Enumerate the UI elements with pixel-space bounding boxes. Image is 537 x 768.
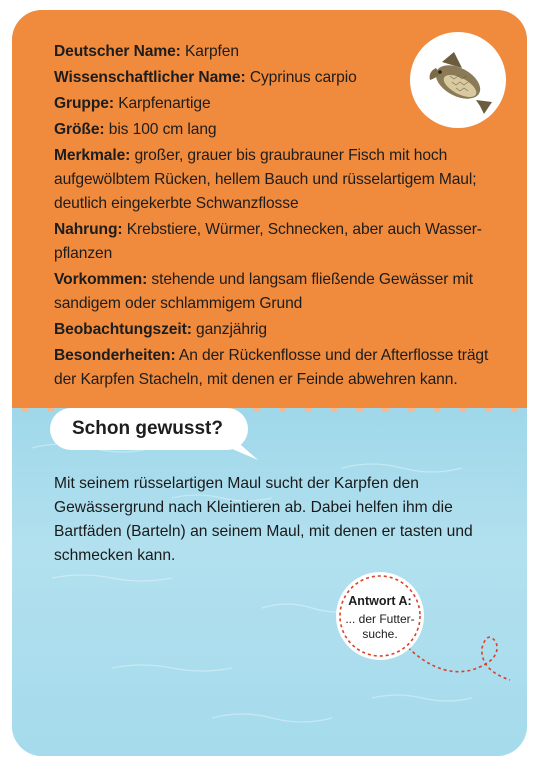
fact-scientific-name: Wissenschaftlicher Name: Cyprinus carpio — [54, 69, 357, 86]
speech-bubble-tail — [224, 430, 264, 464]
facts-list — [54, 40, 494, 394]
fact-habitat: Vorkommen: stehende und langsam fließende Gewässer mit sandigem oder schlammigem Grund — [54, 271, 474, 312]
fish-fact-card — [12, 10, 527, 756]
answer-title: Antwort A: — [348, 594, 412, 608]
fact-common-name: Deutscher Name: Karpfen — [54, 43, 239, 60]
answer-text-line2: suche. — [362, 627, 398, 641]
did-you-know-text: Mit seinem rüsselartigen Maul sucht der Karpfen den Gewässergrund nach Kleintieren ab. Dabei helfen ihm die Bartfäden (Barteln) an seinem Maul, mit denen er tasten und schmecken kann. — [54, 475, 473, 564]
did-you-know-heading: Schon gewusst? — [72, 418, 223, 439]
answer-badge — [336, 572, 424, 660]
fact-observation-time: Beobachtungszeit: ganzjährig — [54, 321, 267, 338]
decorative-border: ▬ ▬ ▬ ▬ ▬ ▬ ▬ ▬ ▬ ▬ ▬ ▬ ▬ — [20, 405, 519, 415]
fact-group: Gruppe: Karpfenartige — [54, 95, 211, 112]
fact-food: Nahrung: Krebstiere, Würmer, Schnecken, aber auch Wasser-pflanzen — [54, 221, 482, 262]
fact-features: Merkmale: großer, grauer bis graubrauner Fisch mit hoch aufgewölbtem Rücken, hellem Bauch und rüsselartigem Maul; deutlich eingekerbte Schwanzflosse — [54, 147, 477, 212]
fact-special-features: Besonderheiten: An der Rückenflosse und der Afterflosse trägt der Karpfen Stacheln, mit denen er Feinde abwehren kann. — [54, 347, 489, 388]
fact-size: Größe: bis 100 cm lang — [54, 121, 217, 138]
answer-text-line1: ... der Futter- — [345, 612, 415, 626]
